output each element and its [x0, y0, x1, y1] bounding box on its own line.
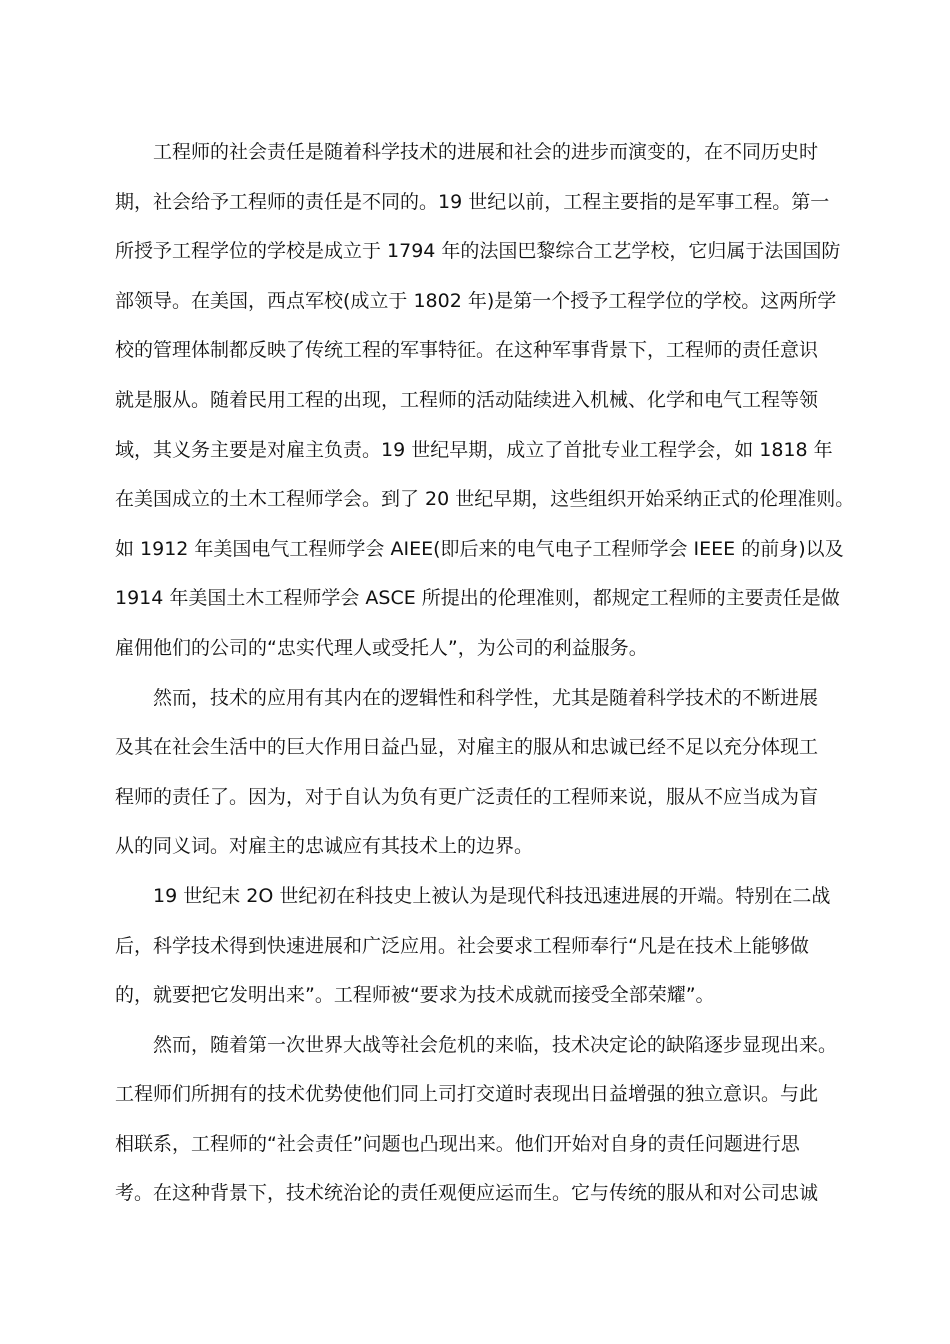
text-line: 19 世纪末 2O 世纪初在科技史上被认为是现代科技迅速进展的开端。特别在二战 [115, 884, 831, 907]
text-line: 考。在这种背景下，技术统治论的责任观便应运而生。它与传统的服从和对公司忠诚 [115, 1182, 819, 1205]
text-line: 的，就要把它发明出来”。工程师被“要求为技术成就而接受全部荣耀”。 [115, 984, 715, 1007]
text-line: 在美国成立的土木工程师学会。到了 20 世纪早期，这些组织开始采纳正式的伦理准则。 [115, 488, 855, 511]
text-line: 及其在社会生活中的巨大作用日益凸显，对雇主的服从和忠诚已经不足以充分体现工 [115, 736, 819, 759]
text-line: 然而，技术的应用有其内在的逻辑性和科学性，尤其是随着科学技术的不断进展 [115, 686, 819, 709]
text-line: 校的管理体制都反映了传统工程的军事特征。在这种军事背景下，工程师的责任意识 [115, 339, 819, 362]
text-line: 部领导。在美国，西点军校(成立于 1802 年)是第一个授予工程学位的学校。这两所学 [115, 289, 837, 312]
text-line: 期，社会给予工程师的责任是不同的。19 世纪以前，工程主要指的是军事工程。第一 [115, 190, 830, 213]
text-line: 工程师的社会责任是随着科学技术的进展和社会的进步而演变的，在不同历史时 [115, 141, 819, 163]
body-text [115, 128, 855, 1219]
text-line: 后，科学技术得到快速进展和广泛应用。社会要求工程师奉行“凡是在技术上能够做 [115, 934, 809, 957]
text-line: 所授予工程学位的学校是成立于 1794 年的法国巴黎综合工艺学校，它归属于法国国防 [115, 240, 841, 263]
text-line: 然而，随着第一次世界大战等社会危机的来临，技术决定论的缺陷逐步显现出来。 [115, 1033, 838, 1056]
text-line: 如 1912 年美国电气工程师学会 AIEE(即后来的电气电子工程师学会 IEEE 的前身)以及 [115, 537, 844, 560]
text-line: 工程师们所拥有的技术优势使他们同上司打交道时表现出日益增强的独立意识。与此 [115, 1083, 819, 1106]
text-line: 程师的责任了。因为，对于自认为负有更广泛责任的工程师来说，服从不应当成为盲 [115, 785, 819, 808]
text-line: 相联系，工程师的“社会责任”问题也凸现出来。他们开始对自身的责任问题进行思 [115, 1132, 800, 1155]
text-line: 域，其义务主要是对雇主负责。19 世纪早期，成立了首批专业工程学会，如 1818 年 [115, 438, 833, 461]
text-line: 雇佣他们的公司的“忠实代理人或受托人”，为公司的利益服务。 [115, 636, 648, 659]
text-line: 就是服从。随着民用工程的出现，工程师的活动陆续进入机械、化学和电气工程等领 [115, 388, 819, 411]
text-line: 从的同义词。对雇主的忠诚应有其技术上的边界。 [115, 835, 534, 858]
text-line: 1914 年美国土木工程师学会 ASCE 所提出的伦理准则，都规定工程师的主要责任是做 [115, 587, 840, 610]
